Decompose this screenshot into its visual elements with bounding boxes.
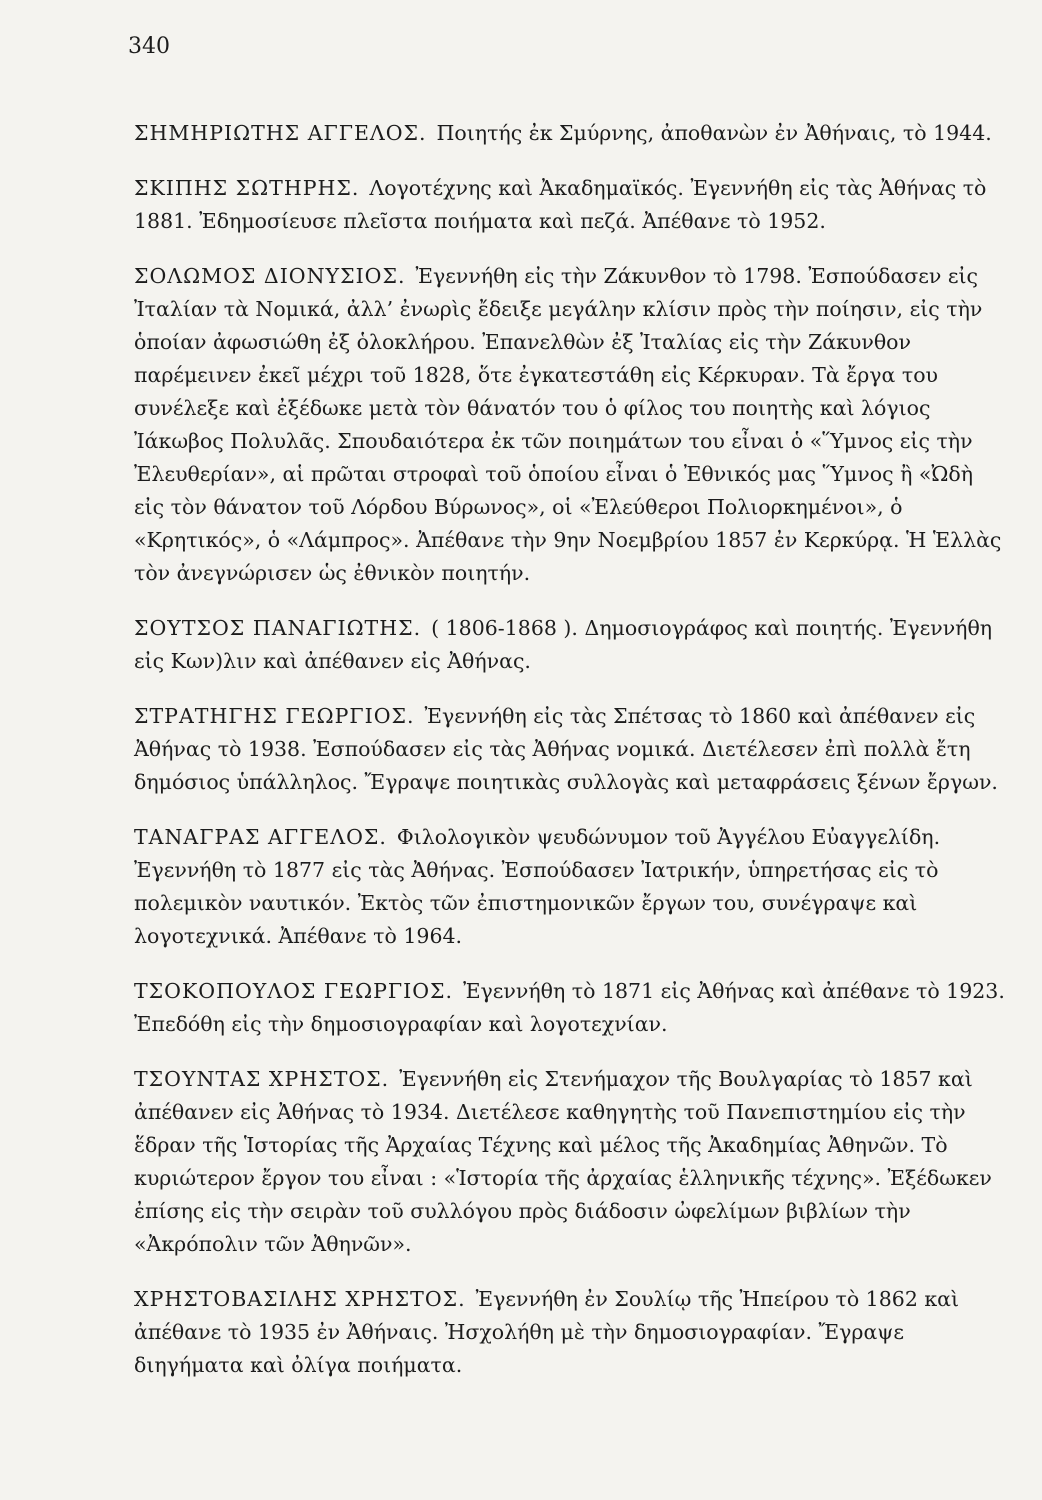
entry-text: Λογοτέχνης καὶ Ἀκαδημαϊκός. Ἐγεννήθη εἰς τὰς Ἀθήνας τὸ 1881. Ἐδημοσίευσε πλεῖστα ποιήματα καὶ πεζά. Ἀπέθανε τὸ 1952. xyxy=(134,175,987,233)
entry-name: ΤΣΟΚΟΠΟΥΛΟΣ ΓΕΩΡΓΙΟΣ. xyxy=(134,978,454,1003)
entry-name: ΣΚΙΠΗΣ ΣΩΤΗΡΗΣ. xyxy=(134,175,360,200)
entry-name: ΣΟΥΤΣΟΣ ΠΑΝΑΓΙΩΤΗΣ. xyxy=(134,615,422,640)
entry-text: Ἐγεννήθη ἐν Σουλίῳ τῆς Ἠπείρου τὸ 1862 καὶ ἀπέθανε τὸ 1935 ἐν Ἀθήναις. Ἠσχολήθη μὲ τὴν δημοσιογραφίαν. Ἔγραψε διηγήματα καὶ ὀλίγα ποιήματα. xyxy=(134,1286,960,1377)
entry-name: ΣΟΛΩΜΟΣ ΔΙΟΝΥΣΙΟΣ. xyxy=(134,263,406,288)
entry xyxy=(134,612,1006,678)
entry-text: Φιλολογικὸν ψευδώνυμον τοῦ Ἀγγέλου Εὐαγγελίδη. Ἐγεννήθη τὸ 1877 εἰς τὰς Ἀθήνας. Ἐσπούδασεν Ἰατρικήν, ὑπηρετήσας εἰς τὸ πολεμικὸν ναυτικόν. Ἐκτὸς τῶν ἐπιστημονικῶν ἔργων του, συνέγραψε καὶ λογοτεχνικά. Ἀπέθανε τὸ 1964. xyxy=(134,824,941,948)
entry xyxy=(134,1283,1006,1382)
entry-text: Ποιητής ἐκ Σμύρνης, ἀποθανὼν ἐν Ἀθήναις, τὸ 1944. xyxy=(436,120,992,145)
entry xyxy=(134,700,1006,799)
entry-text: ( 1806-1868 ). Δημοσιογράφος καὶ ποιητής. Ἐγεννήθη εἰς Κων)λιν καὶ ἀπέθανεν εἰς Ἀθήνας. xyxy=(134,615,993,673)
entry-name: ΧΡΗΣΤΟΒΑΣΙΛΗΣ ΧΡΗΣΤΟΣ. xyxy=(134,1286,466,1311)
entry xyxy=(134,975,1006,1041)
entry xyxy=(134,172,1006,238)
entry-name: ΣΗΜΗΡΙΩΤΗΣ ΑΓΓΕΛΟΣ. xyxy=(134,120,427,145)
entry-text: Ἐγεννήθη εἰς τὴν Ζάκυνθον τὸ 1798. Ἐσπούδασεν εἰς Ἰταλίαν τὰ Νομικά, ἀλλ’ ἐνωρὶς ἔδειξε μεγάλην κλίσιν πρὸς τὴν ποίησιν, εἰς τὴν ὁποίαν ἀφωσιώθη ἐξ ὁλοκλήρου. Ἐπανελθὼν ἐξ Ἰταλίας εἰς τὴν Ζάκυνθον παρέμεινεν ἐκεῖ μέχρι τοῦ 1828, ὅτε ἐγκατεστάθη εἰς Κέρκυραν. Τὰ ἔργα του συνέλεξε καὶ ἐξέδωκε μετὰ τὸν θάνατόν του ὁ φίλος του ποιητὴς καὶ λόγιος Ἰάκωβος Πολυλᾶς. Σπουδαιότερα ἐκ τῶν ποιημάτων του εἶναι ὁ «Ὕμνος εἰς τὴν Ἐλευθερίαν», αἱ πρῶται στροφαὶ τοῦ ὁποίου εἶναι ὁ Ἐθνικός μας Ὕμνος ἢ «Ὠδὴ εἰς τὸν θάνατον τοῦ Λόρδου Βύρωνος», οἱ «Ἐλεύθεροι Πολιορκημένοι», ὁ «Κρητικός», ὁ «Λάμπρος». Ἀπέθανε τὴν 9ην Νοεμβρίου 1857 ἐν Κερκύρᾳ. Ἡ Ἑλλὰς τὸν ἀνεγνώρισεν ὡς ἐθνικὸν ποιητήν. xyxy=(134,263,1002,585)
entry-text: Ἐγεννήθη εἰς τὰς Σπέτσας τὸ 1860 καὶ ἀπέθανεν εἰς Ἀθήνας τὸ 1938. Ἐσπούδασεν εἰς τὰς Ἀθήνας νομικά. Διετέλεσεν ἐπὶ πολλὰ ἔτη δημόσιος ὑπάλληλος. Ἔγραψε ποιητικὰς συλλογὰς καὶ μεταφράσεις ξένων ἔργων. xyxy=(134,703,998,794)
entry xyxy=(134,260,1006,590)
page-number: 340 xyxy=(128,34,170,59)
entry-text: Ἐγεννήθη τὸ 1871 εἰς Ἀθήνας καὶ ἀπέθανε τὸ 1923. Ἐπεδόθη εἰς τὴν δημοσιογραφίαν καὶ λογοτεχνίαν. xyxy=(134,978,1005,1036)
entry-list xyxy=(134,96,1006,1404)
entry xyxy=(134,117,1006,150)
entry-name: ΤΑΝΑΓΡΑΣ ΑΓΓΕΛΟΣ. xyxy=(134,824,387,849)
entry-name: ΤΣΟΥΝΤΑΣ ΧΡΗΣΤΟΣ. xyxy=(134,1066,390,1091)
entry xyxy=(134,821,1006,953)
entry-text: Ἐγεννήθη εἰς Στενήμαχον τῆς Βουλγαρίας τὸ 1857 καὶ ἀπέθανεν εἰς Ἀθήνας τὸ 1934. Διετέλεσε καθηγητὴς τοῦ Πανεπιστημίου εἰς τὴν ἕδραν τῆς Ἱστορίας τῆς Ἀρχαίας Τέχνης καὶ μέλος τῆς Ἀκαδημίας Ἀθηνῶν. Τὸ κυριώτερον ἔργον του εἶναι : «Ἱστορία τῆς ἀρχαίας ἑλληνικῆς τέχνης». Ἐξέδωκεν ἐπίσης εἰς τὴν σειρὰν τοῦ συλλόγου πρὸς διάδοσιν ὠφελίμων βιβλίων τὴν «Ἀκρόπολιν τῶν Ἀθηνῶν». xyxy=(134,1066,992,1256)
entry-name: ΣΤΡΑΤΗΓΗΣ ΓΕΩΡΓΙΟΣ. xyxy=(134,703,415,728)
entry xyxy=(134,1063,1006,1261)
